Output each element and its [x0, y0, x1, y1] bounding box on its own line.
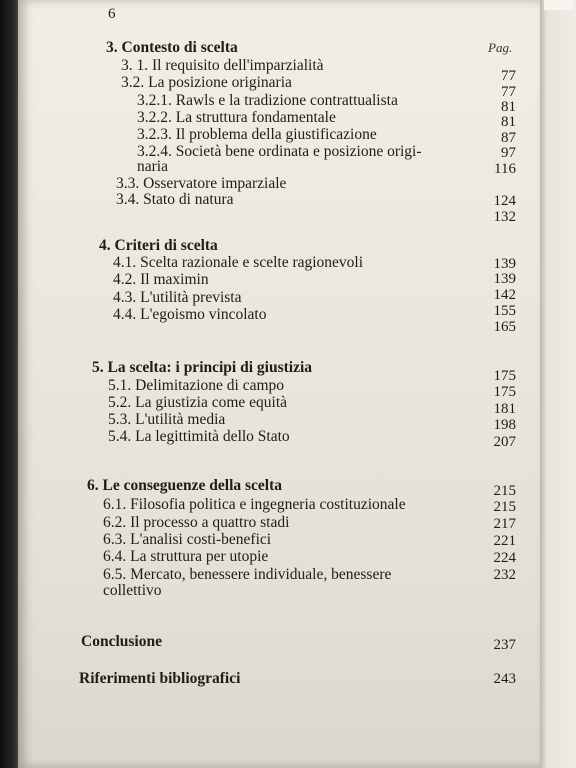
toc-page: 175 [493, 384, 516, 400]
section-title: 3. Contesto di scelta [106, 39, 238, 56]
toc-page: 243 [493, 671, 516, 687]
toc-page: 237 [493, 637, 516, 653]
toc-entry: 3.2.4. Società bene ordinata e posizione origi- [137, 143, 422, 160]
toc-page: 215 [493, 483, 516, 499]
toc-page: 124 [493, 193, 516, 209]
toc-page: 87 [501, 130, 516, 146]
toc-page: 81 [501, 99, 516, 115]
toc-page: 139 [493, 271, 516, 287]
bibliography-title: Riferimenti bibliografici [79, 670, 241, 687]
toc-page: 97 [501, 145, 516, 161]
facing-page-edge [540, 0, 576, 768]
toc-entry: 3.4. Stato di natura [116, 191, 234, 208]
toc-entry: 5.1. Delimitazione di campo [108, 377, 285, 394]
toc-entry: 4.2. Il maximin [113, 271, 209, 288]
toc-entry: 6.1. Filosofia politica e ingegneria costituzionale [103, 496, 406, 513]
pag-column-label: Pag. [488, 40, 513, 55]
toc-page: 221 [493, 533, 516, 549]
toc-entry: 6.2. Il processo a quattro stadi [103, 514, 290, 531]
toc-page: 181 [493, 401, 516, 417]
toc-entry: 6.3. L'analisi costi-benefici [103, 531, 272, 548]
toc-page: 165 [493, 319, 516, 335]
toc-page: 116 [494, 161, 516, 177]
toc-entry: collettivo [103, 582, 162, 599]
conclusion-title: Conclusione [81, 633, 162, 650]
toc-page: 139 [493, 256, 516, 272]
toc-page: 132 [493, 209, 516, 225]
toc-page: 77 [501, 84, 516, 100]
toc-entry: 3.2.2. La struttura fondamentale [137, 109, 336, 126]
toc-page: 81 [501, 114, 516, 130]
toc-entry: 3.2.1. Rawls e la tradizione contrattualista [137, 92, 398, 109]
toc-page: 217 [493, 516, 516, 532]
toc-page: 215 [493, 499, 516, 515]
toc-page: 77 [501, 68, 516, 84]
toc-entry: 5.3. L'utilità media [108, 411, 226, 428]
toc-entry: 3.3. Osservatore imparziale [116, 175, 287, 192]
section-title: 6. Le conseguenze della scelta [87, 477, 283, 494]
toc-page: 198 [493, 417, 516, 433]
toc-page: 142 [493, 287, 516, 303]
toc-page: 155 [493, 303, 516, 319]
toc-entry: 3.2. La posizione originaria [121, 74, 292, 91]
toc-page: 224 [493, 550, 516, 566]
toc-entry: 5.2. La giustizia come equità [108, 394, 288, 411]
toc-entry: 5.4. La legittimità dello Stato [108, 428, 290, 445]
toc-page: 175 [493, 368, 516, 384]
toc-page: 232 [493, 567, 516, 583]
section-title: 5. La scelta: i principi di giustizia [92, 359, 313, 376]
toc-entry: 6.5. Mercato, benessere individuale, benessere [103, 566, 392, 583]
toc-entry: 3.2.3. Il problema della giustificazione [137, 126, 377, 143]
toc-entry: naria [137, 158, 168, 175]
toc-entry: 4.1. Scelta razionale e scelte ragionevoli [113, 254, 364, 271]
section-title: 4. Criteri di scelta [99, 237, 218, 254]
toc-entry: 6.4. La struttura per utopie [103, 548, 269, 565]
toc-page: 207 [493, 434, 516, 450]
toc-entry: 4.3. L'utilità prevista [113, 289, 242, 306]
toc-entry: 3. 1. Il requisito dell'imparzialità [121, 57, 324, 74]
page-number: 6 [108, 6, 116, 22]
toc-entry: 4.4. L'egoismo vincolato [113, 306, 267, 323]
